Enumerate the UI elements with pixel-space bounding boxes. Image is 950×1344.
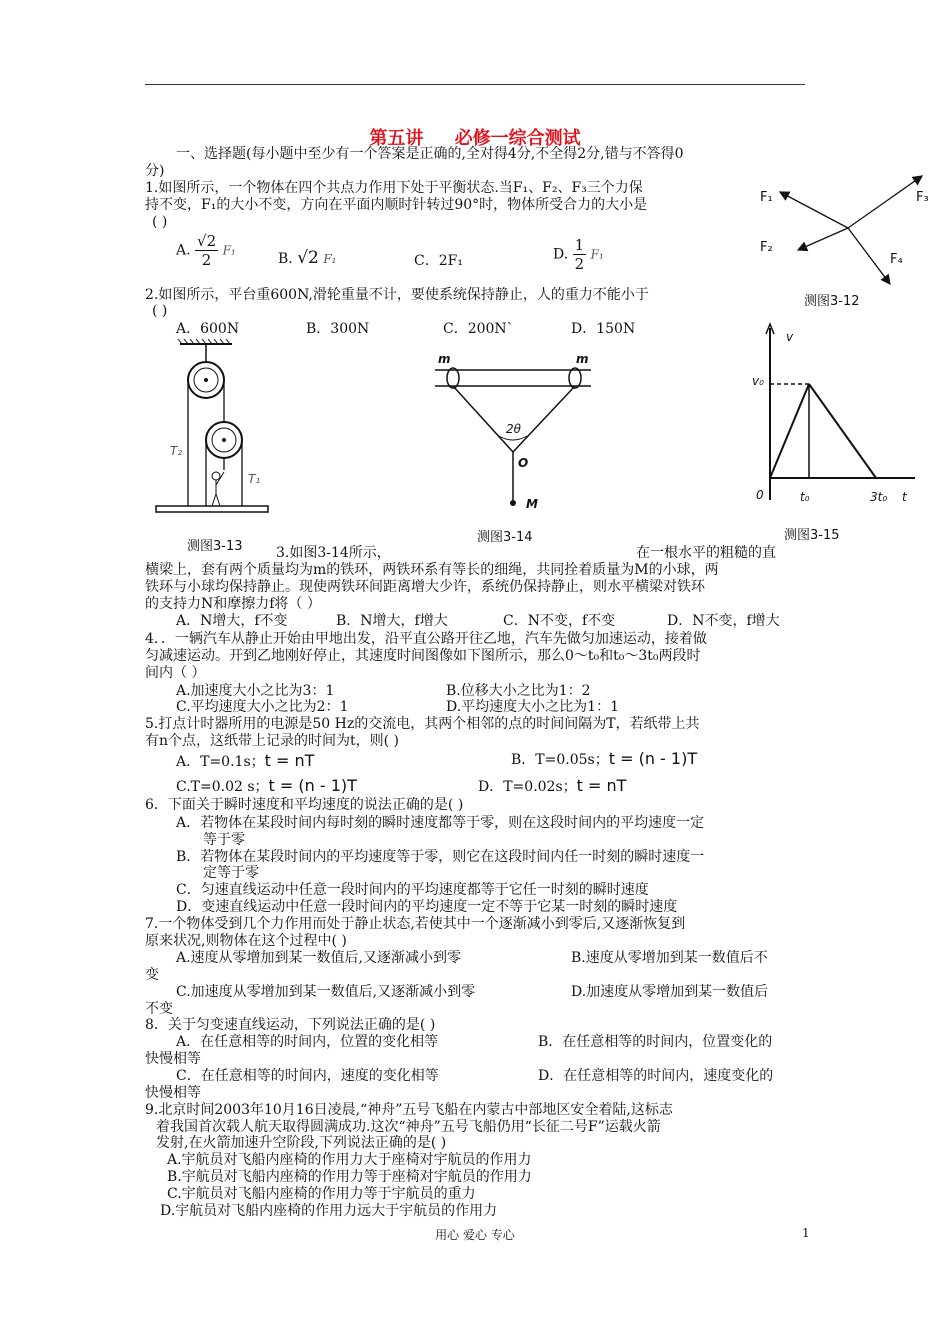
q6-option-a2: 等于零 xyxy=(203,832,245,848)
q8-option-c: C．在任意相等的时间内，速度的变化相等 xyxy=(176,1068,439,1084)
q6-line1: 6．下面关于瞬时速度和平均速度的说法正确的是( ) xyxy=(145,797,464,813)
q3-option-c: C．N不变，f不变 xyxy=(503,613,616,629)
page-title: 第五讲 必修一综合测试 xyxy=(369,128,581,149)
q7-line2: 原来状况,则物体在这个过程中( ) xyxy=(145,933,347,949)
q6-option-d: D．变速直线运动中任意一段时间内的平均速度一定不等于它某一时刻的瞬时速度 xyxy=(176,899,678,915)
platform xyxy=(156,506,268,512)
fig14-label-m-left: m xyxy=(438,352,451,366)
q3-option-a: A．N增大，f不变 xyxy=(176,613,288,629)
fig13-caption: 测图3-13 xyxy=(187,539,243,554)
q9-option-b: B.宇航员对飞船内座椅的作用力等于座椅对宇航员的作用力 xyxy=(167,1169,532,1185)
q4-option-b: B.位移大小之比为1：2 xyxy=(446,683,591,699)
q7-option-d2: 不变 xyxy=(145,1001,173,1017)
page-footer: 用心 爱心 专心 xyxy=(435,1228,515,1242)
q3-line1b: 在一根水平的粗糙的直 xyxy=(636,545,776,561)
q9-line1: 9.北京时间2003年10月16日凌晨,“神舟”五号飞船在内蒙古中部地区安全着陆,这标志 xyxy=(145,1102,673,1118)
q4-line3: 间内（ ） xyxy=(145,665,206,681)
q9-line2: 着我国首次载人航天取得圆满成功.这次“神舟”五号飞船仍用“长征二号F”运载火箭 xyxy=(156,1119,661,1135)
q6-option-c: C．匀速直线运动中任意一段时间内的平均速度都等于它任一时刻的瞬时速度 xyxy=(176,882,649,898)
figure-3-15 xyxy=(755,322,925,512)
q1-line1: 1.如图所示，一个物体在四个共点力作用下处于平衡状态.当F₁、F₂、F₃三个力保 xyxy=(145,180,643,196)
q4-option-d: D.平均速度大小之比为1：1 xyxy=(446,699,619,715)
fig14-label-angle: 2θ xyxy=(506,422,521,436)
q2-option-d: D．150N xyxy=(571,321,636,337)
q7-option-d: D.加速度从零增加到某一数值后 xyxy=(571,984,769,1000)
q3-option-d: D．N不变，f增大 xyxy=(667,613,780,629)
q4-option-a: A.加速度大小之比为3：1 xyxy=(176,683,335,699)
force-f3-arrow xyxy=(848,176,922,228)
fig14-caption: 测图3-14 xyxy=(477,530,533,545)
q1-option-d-fraction: $\frac{1}{2}$ xyxy=(574,236,585,273)
q5-option-b: B．T=0.05s；t = (n - 1)T xyxy=(511,749,698,768)
q6-option-b1: B．若物体在某段时间内的平均速度等于零，则它在这段时间内任一时刻的瞬时速度一 xyxy=(176,849,705,865)
q2-line1: 2.如图所示，平台重600N,滑轮重量不计，要使系统保持静止，人的重力不能小于 xyxy=(145,287,649,303)
force-f2-arrow xyxy=(798,228,848,250)
page-number: 1 xyxy=(802,1226,810,1240)
fig12-label-f4: F₄ xyxy=(890,252,903,267)
q8-option-a: A．在任意相等的时间内，位置的变化相等 xyxy=(176,1034,439,1050)
q9-line3: 发射,在火箭加速升空阶段,下列说法正确的是( ) xyxy=(156,1135,447,1151)
q2-option-b: B．300N xyxy=(306,321,370,337)
fig15-caption: 测图3-15 xyxy=(784,528,840,543)
fig12-label-f2: F₂ xyxy=(760,240,773,255)
figure-3-12 xyxy=(750,170,940,310)
fig15-label-t: t xyxy=(902,490,907,504)
q7-option-b2: 变 xyxy=(145,967,159,983)
left-ring xyxy=(447,368,459,388)
q5-line2: 有n个点，这纸带上记录的时间为t，则( ) xyxy=(145,733,400,749)
q9-option-a: A.宇航员对飞船内座椅的作用力大于座椅对宇航员的作用力 xyxy=(167,1152,532,1168)
q5-line1: 5.打点计时器所用的电源是50 Hz的交流电，其两个相邻的点的时间间隔为T，若纸带上共 xyxy=(145,716,700,732)
fig15-label-3t0: 3t₀ xyxy=(870,490,888,504)
q1-option-b: B. √2 F₁ xyxy=(278,248,337,268)
q3-line2: 横梁上，套有两个质量均为m的铁环，两铁环系有等长的细绳，共同拴着质量为M的小球，两 xyxy=(145,562,719,578)
q3-line4: 的支持力N和摩擦力f将（ ） xyxy=(145,596,321,612)
q1-option-a: A. $\frac{√2}{2}$ F₁ xyxy=(176,232,236,269)
fig15-label-origin: 0 xyxy=(756,488,764,502)
fig15-label-t0: t₀ xyxy=(800,490,810,504)
fig14-label-m-right: m xyxy=(576,352,589,366)
q6-option-a1: A．若物体在某段时间内每时刻的瞬时速度都等于零，则在这段时间内的平均速度一定 xyxy=(176,815,705,831)
q3-option-b: B．N增大，f增大 xyxy=(336,613,448,629)
accel-segment xyxy=(770,384,809,478)
q6-option-b2: 定等于零 xyxy=(203,865,259,881)
q1-option-a-fraction: $\frac{√2}{2}$ xyxy=(197,232,217,269)
force-f4-arrow xyxy=(848,228,890,284)
q4-option-c: C.平均速度大小之比为2：1 xyxy=(176,699,349,715)
q4-line2: 匀减速运动。开到乙地刚好停止，其速度时间图像如下图所示，那么0～t₀和t₀～3t₀两段时 xyxy=(145,648,701,664)
ball-m xyxy=(510,500,516,506)
fig12-label-f3: F₃ xyxy=(916,190,929,205)
q1-option-d: D. $\frac{1}{2}$ F₁ xyxy=(553,236,604,273)
q1-line2: 持不变，F₁的大小不变，方向在平面内顺时针转过90°时，物体所受合力的大小是 xyxy=(145,197,648,213)
q5-option-c: C.T=0.02 s；t = (n - 1)T xyxy=(176,776,357,795)
q2-option-c: C．200N` xyxy=(443,321,514,337)
q7-option-c: C.加速度从零增加到某一数值后,又逐渐减小到零 xyxy=(176,984,476,1000)
q2-line2: ( ) xyxy=(152,303,168,319)
q5-option-d: D．T=0.02s；t = nT xyxy=(478,776,627,795)
q3-line3: 铁环与小球均保持静止。现使两铁环间距离增大少许，系统仍保持静止，则水平横梁对铁环 xyxy=(145,579,705,595)
right-ring xyxy=(569,368,581,388)
person-head xyxy=(212,472,220,480)
q9-option-c: C.宇航员对飞船内座椅的作用力等于宇航员的重力 xyxy=(167,1186,476,1202)
fig12-caption: 测图3-12 xyxy=(804,294,860,309)
q8-option-d: D．在任意相等的时间内，速度变化的 xyxy=(538,1068,774,1084)
q5-option-a: A．T=0.1s；t = nT xyxy=(176,751,315,770)
force-f1-arrow xyxy=(780,192,848,228)
section-header-line1: 一、选择题(每小题中至少有一个答案是正确的,全对得4分,不全得2分,错与不答得0 xyxy=(176,146,684,162)
q9-option-d: D.宇航员对飞船内座椅的作用力远大于宇航员的作用力 xyxy=(160,1203,498,1219)
q1-line3: ( ) xyxy=(152,214,168,230)
q8-option-d2: 快慢相等 xyxy=(145,1085,201,1101)
q7-line1: 7.一个物体受到几个力作用而处于静止状态,若使其中一个逐渐减小到零后,又逐渐恢复到 xyxy=(145,916,686,932)
q8-line1: 8．关于匀变速直线运动，下列说法正确的是( ) xyxy=(145,1017,436,1033)
q4-line1: 4．．一辆汽车从静止开始由甲地出发，沿平直公路开往乙地，汽车先做匀加速运动，接着做 xyxy=(145,631,707,647)
fig12-label-f1: F₁ xyxy=(760,190,773,205)
section-header-line2: 分) xyxy=(145,163,165,179)
decel-segment xyxy=(809,384,876,478)
fig14-label-big-m: M xyxy=(526,497,538,511)
fig13-label-t1: T₁ xyxy=(248,472,261,486)
q8-option-b2: 快慢相等 xyxy=(145,1051,201,1067)
fig14-label-o: O xyxy=(518,456,529,470)
fig15-label-v0: v₀ xyxy=(752,374,764,388)
fig15-label-v: v xyxy=(786,330,794,344)
header-rule xyxy=(145,84,805,85)
q2-option-a: A．600N xyxy=(176,321,240,337)
fig13-label-t2: T₂ xyxy=(170,444,183,458)
figure-3-13 xyxy=(150,338,275,520)
q3-line1a: 3.如图3-14所示， xyxy=(276,545,391,561)
q8-option-b: B．在任意相等的时间内，位置变化的 xyxy=(538,1034,773,1050)
q1-option-c: C．2F₁ xyxy=(414,253,463,269)
q7-option-a: A.速度从零增加到某一数值后,又逐渐减小到零 xyxy=(176,950,462,966)
q7-option-b: B.速度从零增加到某一数值后不 xyxy=(571,950,768,966)
